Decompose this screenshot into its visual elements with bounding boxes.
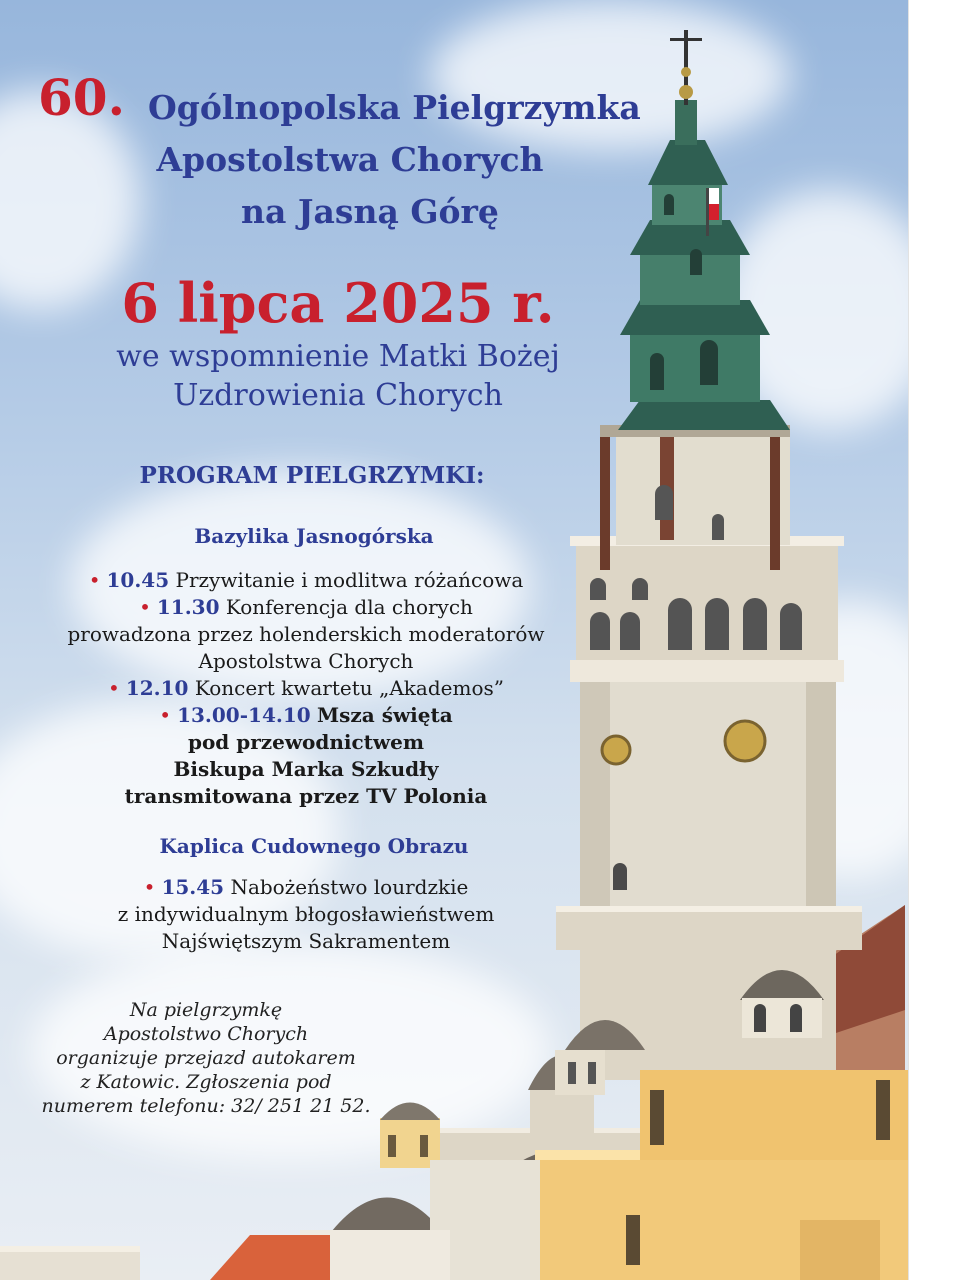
- item-time: 12.10: [125, 676, 189, 700]
- item-text: Nabożeństwo lourdzkie: [230, 875, 469, 899]
- title-line-2: Apostolstwa Chorych: [156, 140, 544, 179]
- place-basilica: Bazylika Jasnogórska: [194, 524, 434, 548]
- title-line-1: Ogólnopolska Pielgrzymka: [148, 88, 641, 127]
- program-item-2-line-3: Apostolstwa Chorych: [198, 649, 414, 673]
- program-item-4: [0, 702, 612, 728]
- item-time: 13.00-14.10: [177, 703, 311, 727]
- item-text: Konferencja dla chorych: [225, 595, 473, 619]
- item-text: Koncert kwartetu „Akademos”: [194, 676, 504, 700]
- item-text: Msza święta: [317, 703, 453, 727]
- title-line-3: na Jasną Górę: [241, 192, 499, 231]
- program-item-4-line-2: pod przewodnictwem: [187, 730, 425, 754]
- note-line-4: z Katowic. Zgłoszenia pod: [80, 1071, 332, 1093]
- program-item-5: [0, 874, 612, 900]
- program-item-3: [0, 675, 612, 701]
- memorial-line-2: Uzdrowienia Chorych: [173, 378, 503, 413]
- item-time: 15.45: [161, 875, 225, 899]
- program-heading: PROGRAM PIELGRZYMKI:: [139, 462, 485, 489]
- bullet-icon: •: [108, 676, 120, 700]
- program-item-4-line-4: transmitowana przez TV Polonia: [124, 784, 488, 808]
- program-item-4-line-3: Biskupa Marka Szkudły: [173, 757, 439, 781]
- note-line-2: Apostolstwo Chorych: [103, 1023, 309, 1045]
- item-time: 10.45: [106, 568, 170, 592]
- program-item-5-line-3: Najświętszym Sakramentem: [161, 929, 451, 953]
- event-date: 6 lipca 2025 r.: [121, 271, 555, 335]
- bullet-icon: •: [88, 568, 101, 592]
- program-item-5-line-2: z indywidualnym błogosławieństwem: [117, 902, 495, 926]
- note-line-5: numerem telefonu: 32/ 251 21 52.: [41, 1095, 371, 1117]
- memorial-line-1: we wspomnienie Matki Bożej: [116, 339, 560, 374]
- bullet-icon: •: [143, 875, 156, 899]
- note-line-3: organizuje przejazd autokarem: [56, 1047, 356, 1069]
- place-chapel: Kaplica Cudownego Obrazu: [159, 834, 469, 858]
- bullet-icon: •: [139, 595, 151, 619]
- item-text: Przywitanie i modlitwa różańcowa: [175, 568, 524, 592]
- bullet-icon: •: [159, 703, 172, 727]
- program-item-2: [0, 594, 612, 620]
- program-item-1: [0, 567, 612, 593]
- pilgrimage-number: 60.: [38, 68, 125, 127]
- note-line-1: Na pielgrzymkę: [129, 999, 283, 1021]
- right-margin: [908, 0, 978, 1280]
- program-item-2-line-2: prowadzona przez holenderskich moderatorów: [67, 622, 545, 646]
- item-time: 11.30: [156, 595, 220, 619]
- transport-note: [0, 998, 412, 1118]
